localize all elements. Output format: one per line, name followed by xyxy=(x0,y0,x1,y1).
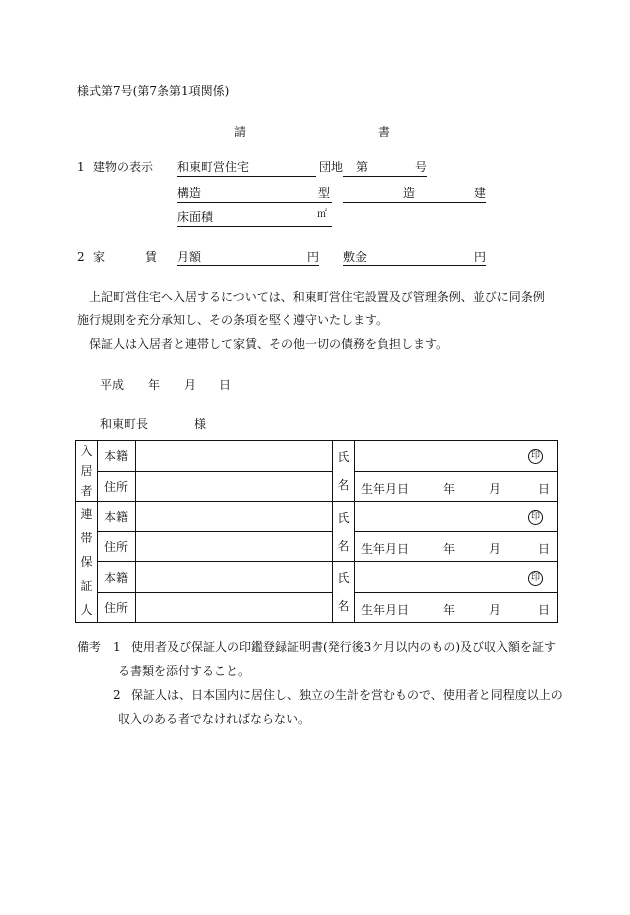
guarantor2-address-field[interactable] xyxy=(136,593,333,623)
table-row xyxy=(76,471,558,502)
guarantor1-address-field[interactable] xyxy=(136,532,333,562)
deposit-label: 敷金 xyxy=(343,250,368,264)
item1-label: 建物の表示 xyxy=(93,160,154,174)
zo-label: 造 xyxy=(403,186,416,200)
table-row xyxy=(76,562,558,593)
resident-address-field[interactable] xyxy=(136,471,333,502)
note1-line2: る書類を添付すること。 xyxy=(118,664,251,678)
note1-line1: 使用者及び保証人の印鑑登録証明書(発行後3ケ月以内のもの)及び収入額を証す xyxy=(131,640,557,654)
resident-honseki-field[interactable] xyxy=(136,441,333,472)
deposit-underline xyxy=(343,265,486,266)
guarantor2-honseki-field[interactable] xyxy=(136,562,333,593)
item2-label-b: 賃 xyxy=(145,250,158,264)
notes-label: 備考 xyxy=(77,640,102,654)
honseki-label: 本籍 xyxy=(98,502,136,532)
guarantor1-honseki-field[interactable] xyxy=(136,502,333,532)
table-row xyxy=(76,593,558,623)
item2-number: 2 xyxy=(77,250,85,264)
title-left: 請 xyxy=(234,125,247,139)
body-paragraph-2: 保証人は入居者と連帯して家賃、その他一切の債務を負担します。 xyxy=(89,337,449,351)
note1-number: 1 xyxy=(113,640,121,654)
signature-table xyxy=(75,440,558,623)
jusho-label: 住所 xyxy=(98,593,136,623)
table-row xyxy=(76,532,558,562)
honseki-label: 本籍 xyxy=(98,562,136,593)
jusho-label: 住所 xyxy=(98,532,136,562)
guarantor-label: 連 帯 保 証 人 xyxy=(76,502,98,623)
go-label: 号 xyxy=(415,160,428,174)
date-era: 平成 xyxy=(100,378,125,392)
item1-number: 1 xyxy=(77,160,85,174)
kata-label: 型 xyxy=(318,186,331,200)
area-unit: ㎡ xyxy=(317,209,327,220)
number-underline xyxy=(343,176,427,177)
kozo-label: 構造 xyxy=(177,186,202,200)
dai-label: 第 xyxy=(356,160,369,174)
housing-underline xyxy=(177,176,316,177)
ken-label: 建 xyxy=(474,186,487,200)
monthly-label: 月額 xyxy=(177,250,202,264)
seal-icon: 印 xyxy=(528,571,543,586)
jusho-label: 住所 xyxy=(98,471,136,502)
date-month: 月 xyxy=(184,378,197,392)
note2-line2: 収入のある者でなければならない。 xyxy=(118,712,311,726)
note2-number: 2 xyxy=(113,688,121,702)
addressee-name: 和東町長 xyxy=(100,417,149,431)
area-underline xyxy=(177,226,332,227)
area-label: 床面積 xyxy=(177,210,214,224)
resident-name-field[interactable] xyxy=(355,441,558,472)
note2-line1: 保証人は、日本国内に居住し、独立の生計を営むもので、使用者と同程度以上の xyxy=(131,688,563,702)
honseki-label: 本籍 xyxy=(98,441,136,472)
zo-underline xyxy=(343,202,486,203)
title-right: 書 xyxy=(378,125,391,139)
date-day: 日 xyxy=(219,378,232,392)
housing-name: 和東町営住宅 xyxy=(177,160,250,174)
table-row xyxy=(76,441,558,472)
form-number: 様式第7号(第7条第1項関係) xyxy=(77,84,230,98)
guarantor2-name-field[interactable] xyxy=(355,562,558,593)
shimei-label: 氏 名 xyxy=(333,441,355,502)
danchi-label: 団地 xyxy=(319,160,344,174)
kozo-underline xyxy=(177,202,332,203)
guarantor2-birth-field[interactable]: 生年月日 年 月 日 xyxy=(355,593,558,623)
yen-label-2: 円 xyxy=(474,250,487,264)
table-row xyxy=(76,502,558,532)
guarantor1-name-field[interactable] xyxy=(355,502,558,532)
addressee-honorific: 様 xyxy=(194,417,207,431)
shimei-label: 氏 名 xyxy=(333,562,355,623)
body-paragraph-1: 上記町営住宅へ入居するについては、和東町営住宅設置及び管理条例、並びに同条例施行規則を充分承知し、その条項を堅く遵守いたします。 xyxy=(77,290,545,327)
resident-label: 入 居 者 xyxy=(76,441,98,502)
date-year: 年 xyxy=(148,378,161,392)
yen-label-1: 円 xyxy=(307,250,320,264)
seal-icon: 印 xyxy=(528,449,543,464)
item2-label-a: 家 xyxy=(93,250,106,264)
resident-birth-field[interactable]: 生年月日 年 月 日 xyxy=(355,471,558,502)
monthly-underline xyxy=(177,265,319,266)
seal-icon: 印 xyxy=(528,510,543,525)
guarantor1-birth-field[interactable]: 生年月日 年 月 日 xyxy=(355,532,558,562)
shimei-label: 氏 名 xyxy=(333,502,355,562)
